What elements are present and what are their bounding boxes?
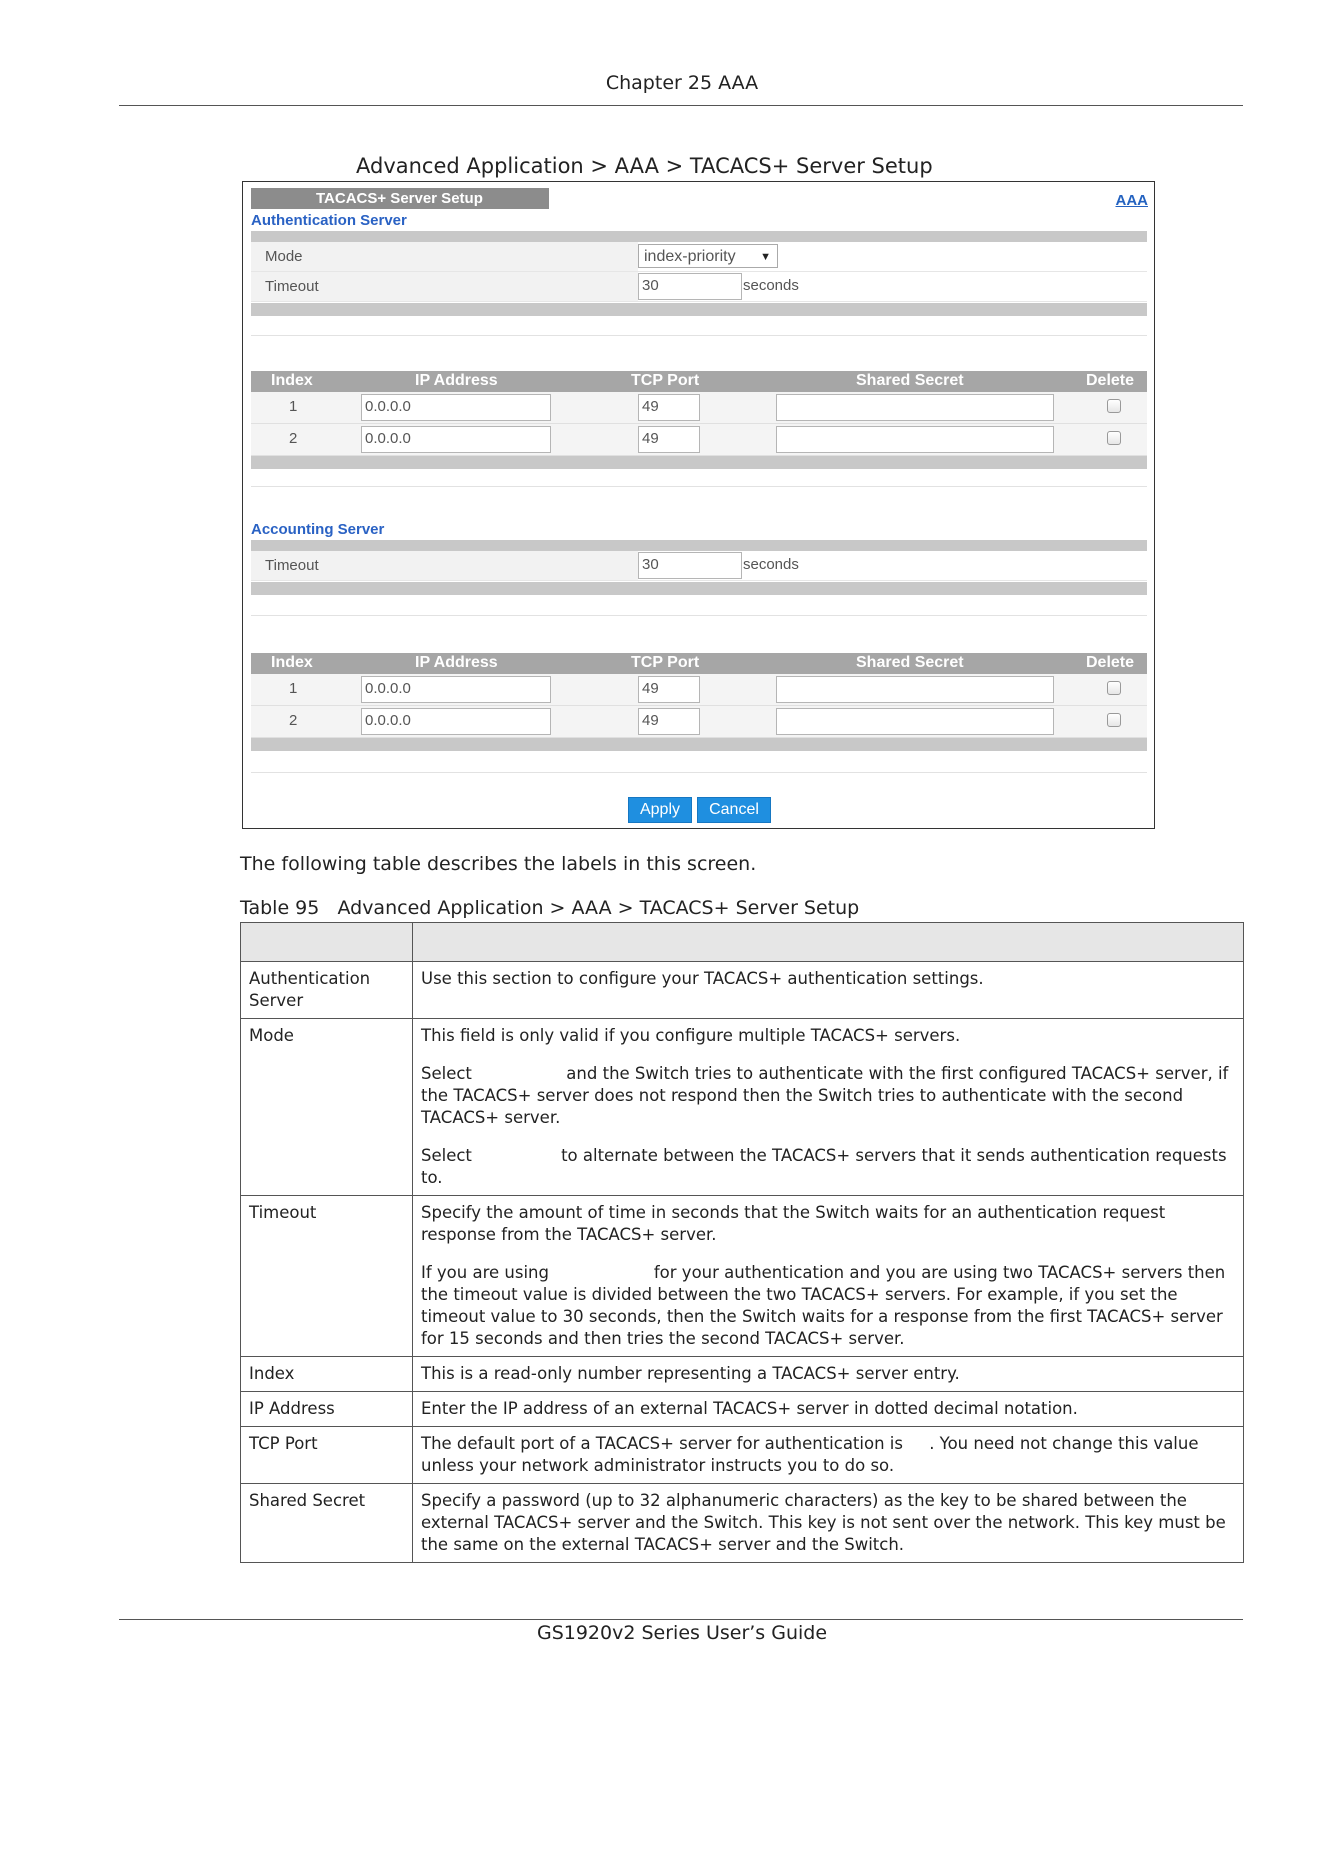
desc-paragraph: If you are using for your authentication and you are using two TACACS+ servers then the timeout value is divided between the two TACACS+ servers. For example, if you set the timeout value to 30 seconds, then the Switch waits for a response from the first TACACS+ server for 15 seconds and then tries the second TACACS+ server. [421, 1263, 1231, 1348]
auth-timeout-label: Timeout [265, 278, 319, 295]
header-rule [119, 105, 1243, 106]
auth-mode-value: index-priority [644, 248, 736, 265]
desc-paragraph: Use this section to configure your TACACS+ authentication settings. [421, 969, 984, 988]
row-index: 2 [289, 430, 298, 447]
col-index: Index [271, 372, 313, 389]
apply-button[interactable]: Apply [628, 797, 692, 823]
table-row [241, 1357, 1244, 1392]
desc-paragraph: This field is only valid if you configure multiple TACACS+ servers. [421, 1026, 961, 1045]
row-description [413, 1484, 1244, 1563]
col-shared-secret: Shared Secret [856, 654, 964, 671]
row-description [413, 1392, 1244, 1427]
acct-server-title: Accounting Server [251, 521, 385, 538]
shared-secret-input[interactable] [776, 394, 1054, 421]
col-shared-secret: Shared Secret [856, 372, 964, 389]
desc-paragraph: Select to alternate between the TACACS+ servers that it sends authentication requests to. [421, 1146, 1232, 1187]
row-description [413, 1357, 1244, 1392]
tcp-port-input[interactable]: 49 [638, 676, 700, 703]
row-label: Shared Secret [241, 1484, 413, 1563]
desc-paragraph: Select and the Switch tries to authenticate with the first configured TACACS+ server, if the TACACS+ server does not respond then the Switch tries to authenticate with the second TACACS+ server. [421, 1064, 1234, 1127]
delete-checkbox[interactable] [1107, 713, 1121, 727]
auth-mode-select[interactable] [638, 244, 778, 268]
footer-rule [119, 1619, 1243, 1620]
description-table [240, 922, 1244, 1563]
divider [251, 772, 1147, 773]
figure-caption: Advanced Application > AAA > TACACS+ Server Setup [356, 154, 933, 178]
table-row [251, 674, 1147, 706]
acct-timeout-row [251, 551, 1147, 581]
shared-secret-input[interactable] [776, 426, 1054, 453]
auth-timeout-row [251, 272, 1147, 302]
tcp-port-input[interactable]: 49 [638, 708, 700, 735]
shared-secret-input[interactable] [776, 708, 1054, 735]
table-row [241, 1484, 1244, 1563]
auth-server-title: Authentication Server [251, 212, 407, 229]
cancel-button[interactable]: Cancel [697, 797, 771, 823]
col-tcp-port: TCP Port [631, 654, 700, 671]
row-label: Mode [241, 1019, 413, 1196]
table-row [241, 1019, 1244, 1196]
auth-mode-label: Mode [265, 248, 303, 265]
acct-timeout-cell [638, 551, 1147, 580]
auth-table-bottom-bar [251, 456, 1147, 469]
col-delete: Delete [1086, 654, 1135, 671]
col-delete: Delete [1086, 372, 1135, 389]
aaa-link[interactable]: AAA [1115, 192, 1148, 209]
desc-paragraph: The default port of a TACACS+ server for authentication is . You need not change this value unless your network administrator instructs you to do so. [421, 1434, 1204, 1475]
table-row [251, 424, 1147, 456]
row-description [413, 1019, 1244, 1196]
desc-paragraph: Specify a password (up to 32 alphanumeric characters) as the key to be shared between the external TACACS+ server and the Switch. This key is not sent over the network. This key must be the same on the external TACACS+ server and the Switch. [421, 1491, 1226, 1554]
auth-timeout-cell [638, 272, 1147, 301]
auth-mode-cell [638, 242, 1147, 271]
dropdown-arrow-icon: ▼ [760, 251, 771, 263]
delete-checkbox[interactable] [1107, 399, 1121, 413]
table-row [241, 962, 1244, 1019]
auth-timeout-input[interactable]: 30 [638, 273, 742, 300]
row-index: 1 [289, 398, 298, 415]
col-ip-address: IP Address [415, 654, 498, 671]
divider [251, 615, 1147, 616]
auth-top-bar [251, 231, 1147, 242]
divider [251, 486, 1147, 487]
table-row [241, 1196, 1244, 1357]
ip-address-input[interactable]: 0.0.0.0 [361, 676, 551, 703]
screen-tab-title [251, 188, 549, 209]
chapter-header: Chapter 25 AAA [605, 72, 759, 94]
row-label: Authentication Server [241, 962, 413, 1019]
acct-table-header [251, 653, 1147, 674]
row-index: 1 [289, 680, 298, 697]
table-header-row [241, 923, 1244, 962]
footer-guide-title: GS1920v2 Series User’s Guide [536, 1622, 828, 1644]
row-description [413, 1427, 1244, 1484]
desc-paragraph: Specify the amount of time in seconds that the Switch waits for an authentication request response from the TACACS+ server. [421, 1203, 1166, 1244]
row-label: Timeout [241, 1196, 413, 1357]
auth-mode-row [251, 242, 1147, 272]
ip-address-input[interactable]: 0.0.0.0 [361, 708, 551, 735]
table-header-desc-cell [413, 923, 1244, 962]
intro-text: The following table describes the labels in this screen. [240, 853, 757, 875]
table-row [241, 1427, 1244, 1484]
row-description [413, 962, 1244, 1019]
delete-checkbox[interactable] [1107, 431, 1121, 445]
auth-table-header [251, 371, 1147, 392]
table-row [241, 1392, 1244, 1427]
acct-bottom-bar [251, 582, 1147, 595]
table-row [251, 392, 1147, 424]
acct-timeout-unit: seconds [743, 556, 799, 573]
acct-timeout-input[interactable]: 30 [638, 552, 742, 579]
divider [251, 335, 1147, 336]
row-label: IP Address [241, 1392, 413, 1427]
desc-paragraph: Enter the IP address of an external TACACS+ server in dotted decimal notation. [421, 1399, 1078, 1418]
acct-top-bar [251, 540, 1147, 551]
delete-checkbox[interactable] [1107, 681, 1121, 695]
table-header-label-cell [241, 923, 413, 962]
tcp-port-input[interactable]: 49 [638, 394, 700, 421]
ip-address-input[interactable]: 0.0.0.0 [361, 394, 551, 421]
row-label: TCP Port [241, 1427, 413, 1484]
table-row [251, 706, 1147, 738]
desc-paragraph: This is a read-only number representing a TACACS+ server entry. [421, 1364, 960, 1383]
col-index: Index [271, 654, 313, 671]
tcp-port-input[interactable]: 49 [638, 426, 700, 453]
ip-address-input[interactable]: 0.0.0.0 [361, 426, 551, 453]
table-caption: Table 95 Advanced Application > AAA > TACACS+ Server Setup [240, 897, 860, 919]
row-label: Index [241, 1357, 413, 1392]
row-index: 2 [289, 712, 298, 729]
tacacs-setup-screen [242, 181, 1155, 829]
col-tcp-port: TCP Port [631, 372, 700, 389]
row-description [413, 1196, 1244, 1357]
acct-table-bottom-bar [251, 738, 1147, 751]
screen-tab-title-text: TACACS+ Server Setup [316, 190, 483, 207]
col-ip-address: IP Address [415, 372, 498, 389]
acct-timeout-label: Timeout [265, 557, 319, 574]
auth-bottom-bar [251, 303, 1147, 316]
shared-secret-input[interactable] [776, 676, 1054, 703]
auth-timeout-unit: seconds [743, 277, 799, 294]
